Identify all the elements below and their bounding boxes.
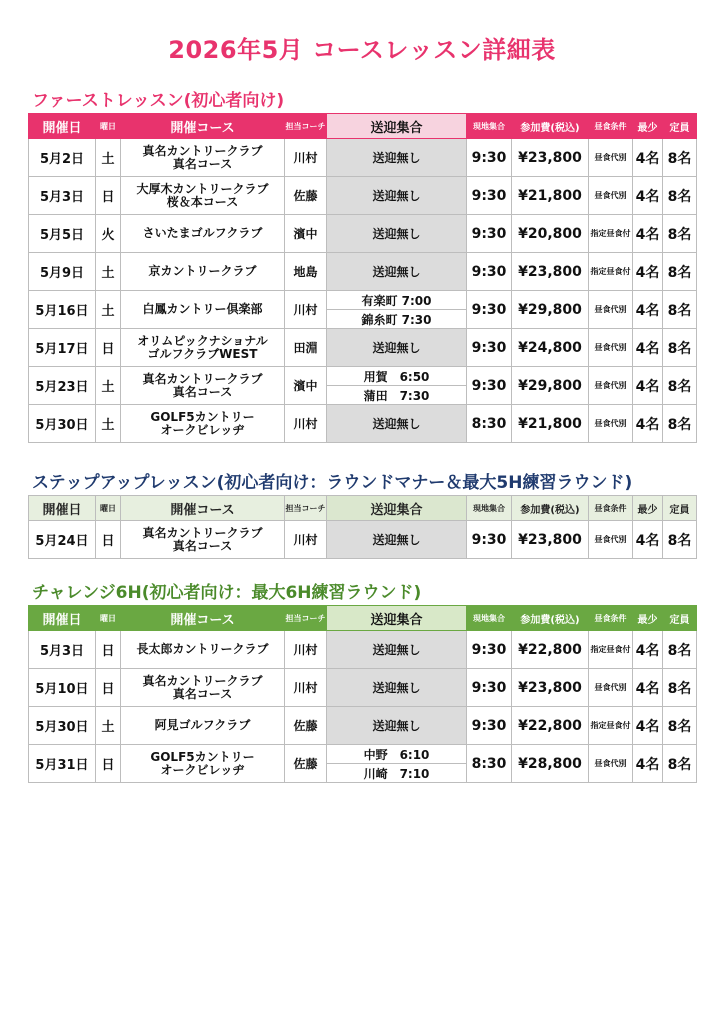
- course-name-line: ゴルフクラブWEST: [147, 346, 258, 361]
- cell-meet-time: 9:30: [467, 521, 512, 559]
- header-min: 最少: [633, 114, 663, 139]
- header-lunch: 昼食条件: [589, 606, 633, 631]
- header-lunch: 昼食条件: [589, 496, 633, 521]
- cell-meet-time: 9:30: [467, 291, 512, 329]
- cell-course: [121, 669, 285, 707]
- cell-cap: 8名: [663, 405, 697, 443]
- cell-meet-time: 9:30: [467, 215, 512, 253]
- cell-coach: 佐藤: [285, 177, 327, 215]
- page-title: 2026年5月 コースレッスン詳細表: [168, 36, 556, 64]
- course-name-line: 阿見ゴルフクラブ: [154, 718, 251, 732]
- header-coach: 担当コーチ: [285, 114, 327, 139]
- cell-course: [121, 367, 285, 405]
- cell-meet-time: 9:30: [467, 367, 512, 405]
- header-meet-time: 現地集合: [467, 496, 512, 521]
- course-name-line: 真名カントリークラブ: [142, 143, 263, 158]
- header-fee: 参加費(税込): [512, 496, 589, 521]
- cell-day: 日: [96, 669, 121, 707]
- cell-pickup: [327, 367, 467, 405]
- cell-date: 5月17日: [29, 329, 96, 367]
- cell-coach: 佐藤: [285, 707, 327, 745]
- cell-fee: ¥22,800: [512, 707, 589, 745]
- table-row: [29, 631, 697, 669]
- cell-date: 5月31日: [29, 745, 96, 783]
- course-name-line: 桜＆本コース: [166, 194, 239, 209]
- cell-pickup: 送迎無し: [327, 329, 467, 367]
- cell-pickup: 送迎無し: [327, 405, 467, 443]
- table-row: [29, 215, 697, 253]
- cell-pickup: 送迎無し: [327, 253, 467, 291]
- cell-day: 土: [96, 291, 121, 329]
- cell-cap: 8名: [663, 329, 697, 367]
- pickup-point: 有楽町 7:00: [361, 293, 432, 308]
- cell-coach: 地島: [285, 253, 327, 291]
- pickup-points: [327, 367, 466, 404]
- cell-coach: 川村: [285, 521, 327, 559]
- header-date: 開催日: [29, 114, 96, 139]
- cell-cap: 8名: [663, 253, 697, 291]
- cell-pickup: 送迎無し: [327, 139, 467, 177]
- header-meet-time: 現地集合: [467, 606, 512, 631]
- cell-lunch: 指定昼食付: [589, 631, 633, 669]
- cell-day: 土: [96, 253, 121, 291]
- header-meet-time: 現地集合: [467, 114, 512, 139]
- header-course: 開催コース: [121, 114, 285, 139]
- cell-day: 火: [96, 215, 121, 253]
- table-row: [29, 177, 697, 215]
- cell-fee: ¥21,800: [512, 177, 589, 215]
- cell-fee: ¥22,800: [512, 631, 589, 669]
- cell-lunch: 昼食代別: [589, 669, 633, 707]
- cell-fee: ¥29,800: [512, 291, 589, 329]
- cell-date: 5月30日: [29, 707, 96, 745]
- cell-cap: 8名: [663, 177, 697, 215]
- cell-course: [121, 745, 285, 783]
- cell-fee: ¥21,800: [512, 405, 589, 443]
- cell-lunch: 昼食代別: [589, 405, 633, 443]
- header-coach: 担当コーチ: [285, 606, 327, 631]
- cell-pickup: 送迎無し: [327, 669, 467, 707]
- header-day: 曜日: [96, 606, 121, 631]
- cell-min: 4名: [633, 707, 663, 745]
- header-cap: 定員: [663, 496, 697, 521]
- cell-coach: 濱中: [285, 367, 327, 405]
- cell-min: 4名: [633, 631, 663, 669]
- cell-lunch: 昼食代別: [589, 745, 633, 783]
- table-row: [29, 139, 697, 177]
- course-name-line: 京カントリークラブ: [148, 264, 257, 278]
- cell-fee: ¥20,800: [512, 215, 589, 253]
- table-row: [29, 329, 697, 367]
- header-pickup: 送迎集合: [327, 114, 467, 139]
- header-fee: 参加費(税込): [512, 606, 589, 631]
- cell-lunch: 指定昼食付: [589, 707, 633, 745]
- cell-fee: ¥23,800: [512, 253, 589, 291]
- cell-coach: 川村: [285, 139, 327, 177]
- cell-day: 日: [96, 745, 121, 783]
- cell-course: [121, 139, 285, 177]
- cell-fee: ¥23,800: [512, 521, 589, 559]
- cell-date: 5月5日: [29, 215, 96, 253]
- header-date: 開催日: [29, 606, 96, 631]
- header-course: 開催コース: [121, 496, 285, 521]
- table-row: [29, 405, 697, 443]
- header-day: 曜日: [96, 114, 121, 139]
- section-challenge-6h: [28, 578, 696, 783]
- cell-pickup: [327, 745, 467, 783]
- pickup-point: 中野 6:10: [363, 747, 430, 762]
- cell-meet-time: 8:30: [467, 745, 512, 783]
- cell-cap: 8名: [663, 669, 697, 707]
- course-name-line: 大厚木カントリークラブ: [136, 181, 269, 196]
- course-name-line: 真名コース: [172, 538, 233, 553]
- cell-fee: ¥24,800: [512, 329, 589, 367]
- schedule-table: [28, 113, 697, 443]
- header-row: [29, 496, 697, 521]
- table-row: [29, 745, 697, 783]
- cell-date: 5月10日: [29, 669, 96, 707]
- cell-fee: ¥28,800: [512, 745, 589, 783]
- cell-min: 4名: [633, 521, 663, 559]
- cell-fee: ¥23,800: [512, 139, 589, 177]
- header-lunch: 昼食条件: [589, 114, 633, 139]
- header-day: 曜日: [96, 496, 121, 521]
- header-min: 最少: [633, 606, 663, 631]
- header-pickup: 送迎集合: [327, 606, 467, 631]
- pickup-point: 錦糸町 7:30: [327, 309, 466, 328]
- course-name-line: 白鳳カントリー倶楽部: [142, 302, 263, 316]
- cell-coach: 川村: [285, 405, 327, 443]
- section-title: ステップアップレッスン(初心者向け：ラウンドマナー＆最大5H練習ラウンド): [32, 473, 633, 493]
- cell-date: 5月24日: [29, 521, 96, 559]
- cell-meet-time: 9:30: [467, 329, 512, 367]
- section-title: チャレンジ6H(初心者向け：最大6H練習ラウンド): [32, 583, 422, 603]
- cell-day: 日: [96, 329, 121, 367]
- schedule-table: [28, 495, 697, 559]
- cell-meet-time: 9:30: [467, 707, 512, 745]
- header-fee: 参加費(税込): [512, 114, 589, 139]
- pickup-points: [327, 291, 466, 328]
- cell-course: [121, 405, 285, 443]
- course-name-line: 真名コース: [172, 156, 233, 171]
- pickup-points: [327, 745, 466, 782]
- cell-date: 5月9日: [29, 253, 96, 291]
- schedule-table: [28, 605, 697, 783]
- cell-coach: 濱中: [285, 215, 327, 253]
- cell-lunch: 昼食代別: [589, 367, 633, 405]
- cell-date: 5月2日: [29, 139, 96, 177]
- course-name-line: 真名カントリークラブ: [142, 371, 263, 386]
- cell-course: [121, 177, 285, 215]
- cell-day: 土: [96, 707, 121, 745]
- table-row: [29, 707, 697, 745]
- header-row: [29, 606, 697, 631]
- cell-min: 4名: [633, 329, 663, 367]
- cell-min: 4名: [633, 139, 663, 177]
- cell-min: 4名: [633, 215, 663, 253]
- cell-cap: 8名: [663, 745, 697, 783]
- cell-date: 5月3日: [29, 177, 96, 215]
- header-pickup: 送迎集合: [327, 496, 467, 521]
- table-row: [29, 253, 697, 291]
- cell-pickup: 送迎無し: [327, 177, 467, 215]
- cell-min: 4名: [633, 745, 663, 783]
- course-name-line: 真名カントリークラブ: [142, 525, 263, 540]
- table-row: [29, 669, 697, 707]
- cell-lunch: 昼食代別: [589, 521, 633, 559]
- cell-day: 土: [96, 367, 121, 405]
- cell-min: 4名: [633, 253, 663, 291]
- cell-min: 4名: [633, 669, 663, 707]
- cell-min: 4名: [633, 405, 663, 443]
- course-name-line: オークビレッヂ: [160, 762, 245, 777]
- cell-day: 日: [96, 521, 121, 559]
- cell-meet-time: 9:30: [467, 631, 512, 669]
- table-row: [29, 291, 697, 329]
- cell-fee: ¥23,800: [512, 669, 589, 707]
- cell-coach: 川村: [285, 669, 327, 707]
- header-cap: 定員: [663, 114, 697, 139]
- course-name-line: 真名カントリークラブ: [142, 673, 263, 688]
- cell-lunch: 昼食代別: [589, 291, 633, 329]
- cell-lunch: 昼食代別: [589, 329, 633, 367]
- cell-lunch: 昼食代別: [589, 139, 633, 177]
- cell-date: 5月23日: [29, 367, 96, 405]
- section-title: ファーストレッスン(初心者向け): [32, 91, 285, 111]
- cell-coach: 佐藤: [285, 745, 327, 783]
- cell-min: 4名: [633, 367, 663, 405]
- cell-lunch: 昼食代別: [589, 177, 633, 215]
- cell-coach: 田淵: [285, 329, 327, 367]
- pickup-point: 蒲田 7:30: [327, 385, 466, 404]
- table-row: [29, 521, 697, 559]
- pickup-point: 川崎 7:10: [327, 763, 466, 782]
- cell-cap: 8名: [663, 367, 697, 405]
- cell-cap: 8名: [663, 521, 697, 559]
- course-name-line: オークビレッヂ: [160, 422, 245, 437]
- course-name-line: GOLF5カントリー: [150, 409, 255, 424]
- cell-course: [121, 521, 285, 559]
- cell-course: [121, 253, 285, 291]
- cell-min: 4名: [633, 177, 663, 215]
- table-row: [29, 367, 697, 405]
- header-course: 開催コース: [121, 606, 285, 631]
- cell-day: 土: [96, 405, 121, 443]
- cell-min: 4名: [633, 291, 663, 329]
- cell-meet-time: 9:30: [467, 177, 512, 215]
- cell-pickup: 送迎無し: [327, 521, 467, 559]
- section-step-up-lesson: [28, 468, 696, 559]
- cell-day: 土: [96, 139, 121, 177]
- course-name-line: 長太郎カントリークラブ: [136, 642, 269, 656]
- cell-cap: 8名: [663, 139, 697, 177]
- section-first-lesson: [28, 86, 696, 443]
- cell-meet-time: 9:30: [467, 253, 512, 291]
- course-name-line: さいたまゴルフクラブ: [142, 226, 263, 240]
- cell-date: 5月30日: [29, 405, 96, 443]
- cell-course: [121, 215, 285, 253]
- cell-pickup: 送迎無し: [327, 707, 467, 745]
- cell-meet-time: 9:30: [467, 139, 512, 177]
- cell-cap: 8名: [663, 631, 697, 669]
- cell-lunch: 指定昼食付: [589, 253, 633, 291]
- cell-meet-time: 9:30: [467, 669, 512, 707]
- cell-fee: ¥29,800: [512, 367, 589, 405]
- course-name-line: 真名コース: [172, 686, 233, 701]
- course-name-line: オリムピックナショナル: [137, 333, 268, 348]
- cell-pickup: [327, 291, 467, 329]
- cell-cap: 8名: [663, 707, 697, 745]
- cell-coach: 川村: [285, 291, 327, 329]
- cell-cap: 8名: [663, 291, 697, 329]
- header-row: [29, 114, 697, 139]
- cell-course: [121, 329, 285, 367]
- course-name-line: 真名コース: [172, 384, 233, 399]
- cell-meet-time: 8:30: [467, 405, 512, 443]
- course-name-line: GOLF5カントリー: [150, 749, 255, 764]
- cell-course: [121, 631, 285, 669]
- header-cap: 定員: [663, 606, 697, 631]
- cell-cap: 8名: [663, 215, 697, 253]
- header-min: 最少: [633, 496, 663, 521]
- cell-date: 5月3日: [29, 631, 96, 669]
- header-date: 開催日: [29, 496, 96, 521]
- header-coach: 担当コーチ: [285, 496, 327, 521]
- cell-date: 5月16日: [29, 291, 96, 329]
- cell-day: 日: [96, 177, 121, 215]
- cell-course: [121, 291, 285, 329]
- cell-course: [121, 707, 285, 745]
- pickup-point: 用賀 6:50: [363, 369, 430, 384]
- cell-day: 日: [96, 631, 121, 669]
- cell-pickup: 送迎無し: [327, 215, 467, 253]
- cell-coach: 川村: [285, 631, 327, 669]
- cell-pickup: 送迎無し: [327, 631, 467, 669]
- cell-lunch: 指定昼食付: [589, 215, 633, 253]
